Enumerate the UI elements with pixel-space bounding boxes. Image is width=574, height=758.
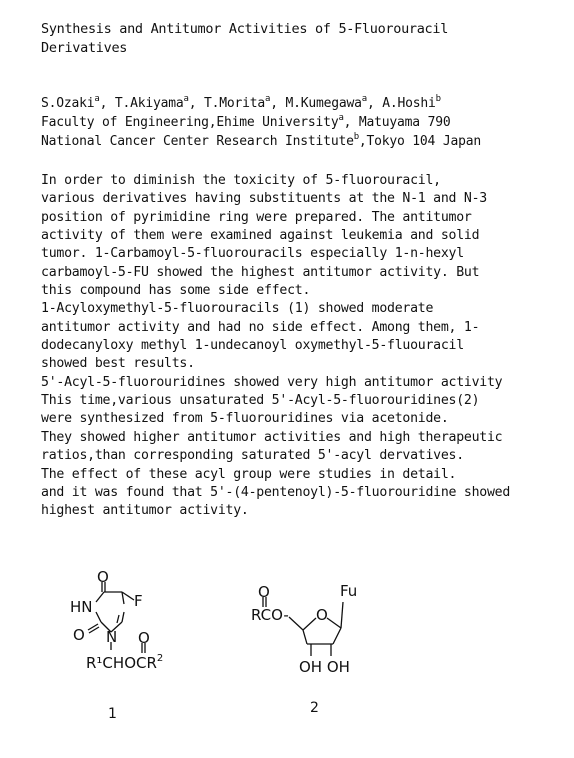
compound-1-fluorine: F [134, 592, 143, 610]
compound-1-left-oxygen: O [73, 626, 85, 644]
compound-1-side-chain [86, 653, 163, 672]
abstract-line: tumor. 1-Carbamoyl-5-fluorouracils especially 1-n-hexyl [41, 246, 464, 262]
abstract-line: position of pyrimidine ring were prepared. The antitumor [41, 209, 472, 225]
author-list: S.Ozaki$^a$, T.Akiyama$^a$, T.Morita$^a$, M.Kumegawa$^a$, A.Hoshi$^b$ [41, 94, 441, 111]
abstract-line: 1-Acyloxymethyl-5-fluorouracils (1) showed moderate [41, 301, 434, 317]
abstract-line: This time,various unsaturated 5'-Acyl-5-fluorouridines(2) [41, 393, 480, 409]
affiliation-mark: a [94, 94, 100, 104]
abstract-line: The effect of these acyl group were studies in detail. [41, 466, 457, 482]
compound-2-base: Fu [340, 582, 358, 600]
abstract-line: 5'-Acyl-5-fluorouridines showed very high antitumor activity [41, 374, 503, 390]
abstract-line: highest antitumor activity. [41, 503, 249, 519]
abstract-line: activity of them were examined against leukemia and solid [41, 228, 480, 244]
abstract-line: various derivatives having substituents at the N-1 and N-3 [41, 191, 487, 207]
compound-2-acyl-group: RCO- [251, 606, 289, 624]
affiliation-text: National Cancer Center Research Institute [41, 134, 354, 149]
paper-title: Synthesis and Antitumor Activities of 5-Fluorouracil Derivatives [41, 21, 449, 56]
side-chain-superscript: 2 [156, 653, 164, 664]
compound-1-nh: HN [70, 598, 93, 616]
compound-2-acyl-oxygen: O [258, 583, 270, 601]
affiliation-mark: b [435, 94, 441, 104]
compound-2-label: 2 [310, 700, 319, 716]
author-name: T.Morita [204, 96, 266, 111]
author-name: T.Akiyama [114, 96, 184, 111]
affiliation-mark: a [183, 94, 189, 104]
abstract-line: They showed higher antitumor activities and high therapeutic [41, 429, 503, 445]
affiliation-mark: a [338, 113, 344, 123]
compound-1-top-oxygen: O [97, 568, 109, 586]
affiliation-text: Faculty of Engineering,Ehime University [41, 115, 339, 130]
abstract-line: In order to diminish the toxicity of 5-fluorouracil, [41, 173, 441, 188]
affiliation-mark: a [265, 94, 271, 104]
abstract-line: dodecanyloxy methyl 1-undecanoyl oxymethyl-5-fluouracil [41, 338, 464, 354]
compound-1-side-oxygen: O [138, 629, 150, 647]
side-chain-text: R¹CHOCR [86, 654, 157, 672]
abstract-line: antitumor activity and had no side effect. Among them, 1- [41, 319, 480, 335]
author-block [41, 94, 561, 151]
author-name: A.Hoshi [382, 96, 436, 111]
compound-2-hydroxyls: OH OH [299, 658, 350, 676]
affiliation-city: ,Tokyo 104 Japan [358, 134, 481, 149]
affiliation-line-2 [41, 132, 561, 151]
abstract-line: showed best results. [41, 356, 195, 372]
compound-1-label: 1 [108, 706, 117, 722]
author-name: M.Kumegawa [285, 96, 362, 111]
affiliation-mark: b [353, 132, 359, 142]
structures-svg [0, 560, 574, 750]
compound-1-ring-nitrogen: N [106, 628, 118, 646]
affiliation-mark: a [361, 94, 367, 104]
abstract-line: ratios,than corresponding saturated 5'-acyl dervatives. [41, 448, 464, 464]
affiliation-line-1 [41, 113, 561, 132]
compound-2-ring-oxygen: O [316, 606, 328, 624]
author-name: S.Ozaki [41, 96, 95, 111]
abstract-line: and it was found that 5'-(4-pentenoyl)-5-fluorouridine showed [41, 484, 511, 500]
abstract-body [41, 172, 561, 521]
abstract-line: were synthesized from 5-fluorouridines via acetonide. [41, 411, 449, 427]
abstract-line: this compound has some side effect. [41, 283, 311, 299]
structures-figure [0, 560, 574, 750]
affiliation-city: , Matuyama 790 [343, 115, 451, 130]
abstract-line: carbamoyl-5-FU showed the highest antitumor activity. But [41, 264, 480, 280]
